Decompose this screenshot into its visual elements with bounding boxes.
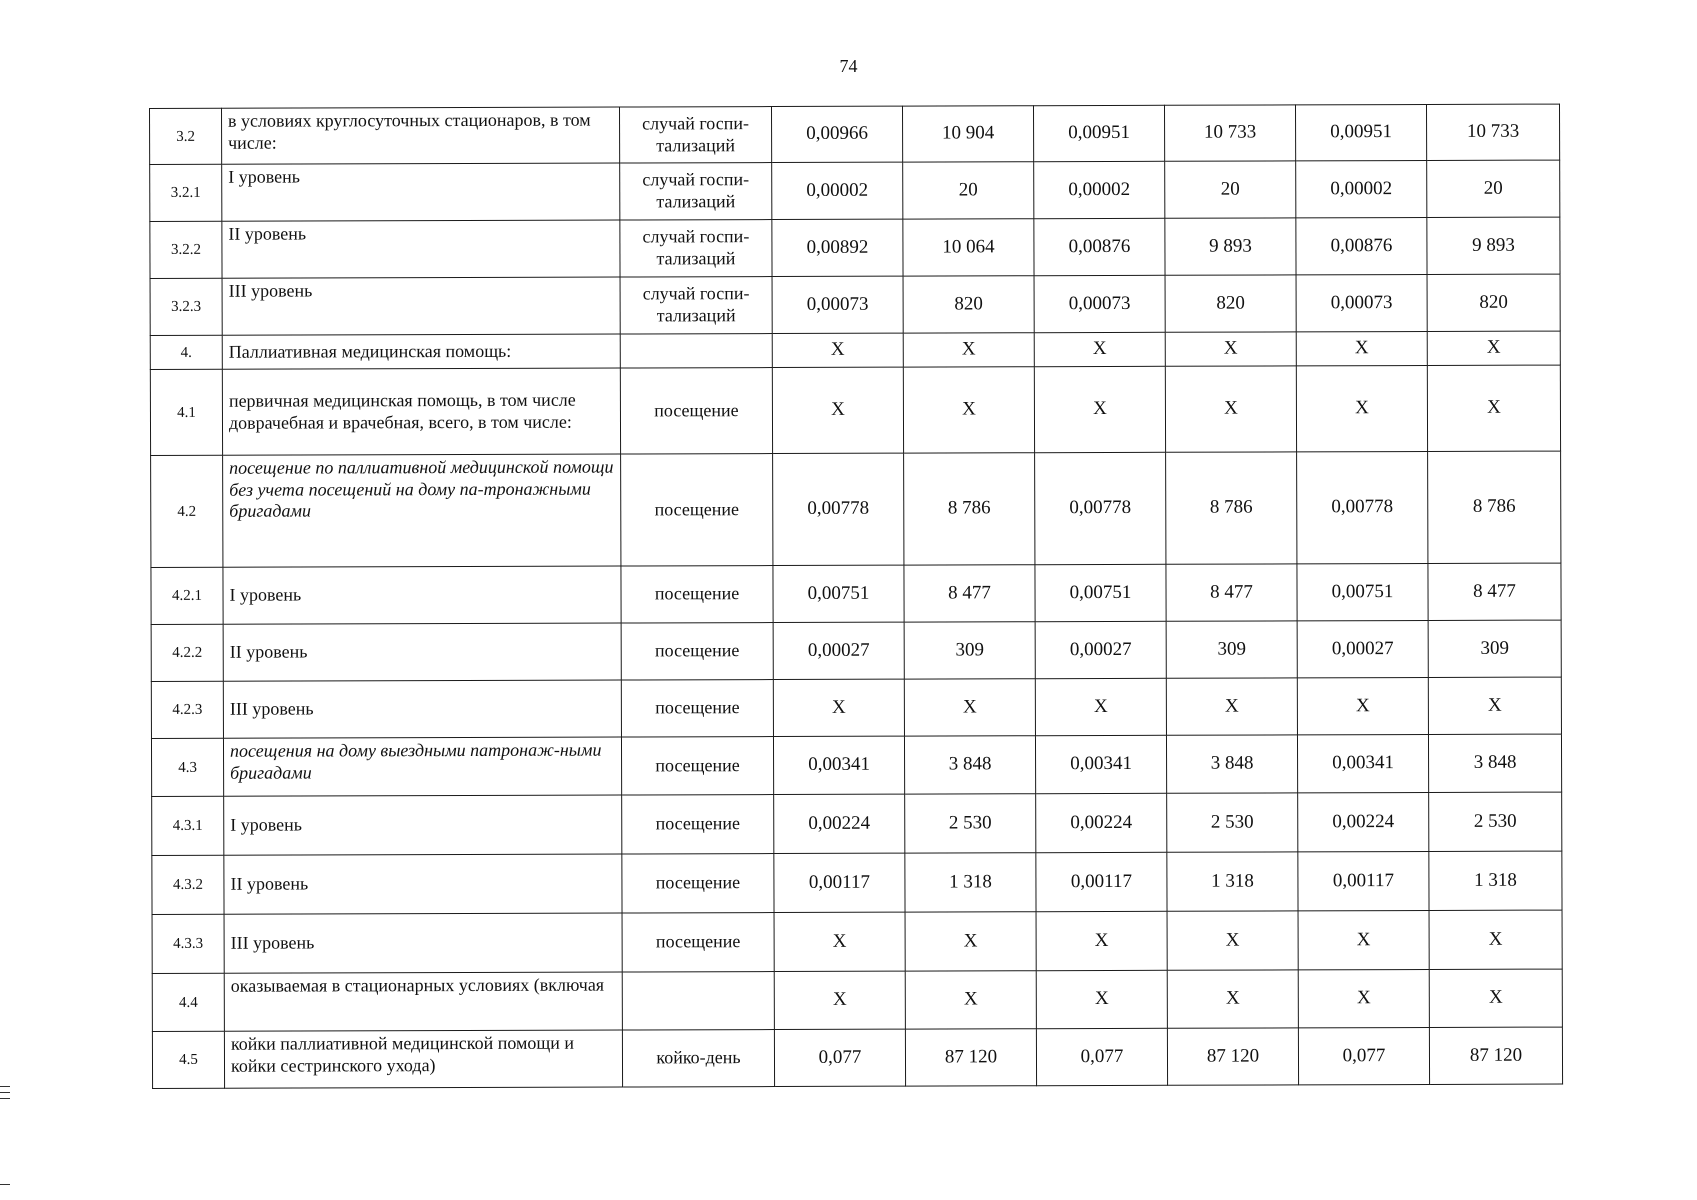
value-cell: 0,00002 (1296, 160, 1427, 217)
row-code: 4.4 (152, 973, 224, 1031)
row-name: I уровень (224, 795, 622, 855)
value-cell: 0,00073 (772, 276, 903, 333)
row-code: 4.3.1 (152, 796, 224, 855)
row-unit: посещение (621, 680, 773, 737)
row-name: посещение по паллиативной медицинской помощи без учета посещений на дому па-тронажными бригадами (223, 454, 621, 567)
row-unit: случай госпи-тализаций (619, 107, 771, 163)
value-cell: Х (1036, 911, 1167, 970)
value-cell: 820 (903, 276, 1034, 333)
value-cell: Х (1034, 366, 1165, 452)
value-cell: 0,00073 (1034, 275, 1165, 332)
data-table (149, 104, 1563, 1089)
value-cell: 8 477 (904, 565, 1035, 622)
value-cell: 0,00778 (1035, 452, 1166, 564)
value-cell: Х (1429, 910, 1562, 969)
row-code: 4.2 (151, 455, 223, 567)
value-cell: 8 477 (1166, 564, 1297, 621)
value-cell: 8 786 (1166, 452, 1297, 564)
row-unit: посещение (622, 795, 774, 854)
row-code: 4.3.3 (152, 914, 224, 973)
margin-mark (0, 1098, 10, 1099)
value-cell: 1 318 (905, 853, 1036, 912)
value-cell: 2 530 (905, 794, 1036, 853)
row-unit: койко-день (622, 1030, 774, 1087)
table-row (152, 792, 1562, 855)
value-cell: 0,00778 (1297, 451, 1428, 563)
row-name: III уровень (223, 680, 621, 738)
row-name: койки паллиативной медицинской помощи и койки сестринского ухода) (224, 1030, 622, 1088)
value-cell: Х (903, 333, 1034, 367)
table-row (150, 365, 1560, 455)
row-name: II уровень (223, 623, 621, 681)
value-cell: 0,00073 (1296, 274, 1427, 331)
row-unit (622, 972, 774, 1030)
value-cell: Х (904, 679, 1035, 736)
row-name: первичная медицинская помощь, в том числе доврачебная и врачебная, всего, в том числе: (222, 368, 620, 455)
value-cell: Х (1035, 678, 1166, 735)
value-cell: Х (1296, 365, 1427, 451)
value-cell: Х (1296, 331, 1427, 365)
row-unit: посещение (620, 368, 772, 454)
row-name: посещения на дому выездными патронаж-ными бригадами (223, 737, 621, 796)
margin-mark (0, 1184, 10, 1185)
row-name: оказываемая в стационарных условиях (включая (224, 972, 622, 1031)
row-unit: случай госпи-тализаций (620, 220, 772, 277)
value-cell: 0,00002 (1034, 161, 1165, 218)
value-cell: 0,00224 (774, 794, 905, 853)
row-code: 4.2.2 (151, 624, 223, 681)
value-cell: 2 530 (1167, 793, 1298, 852)
value-cell: Х (1165, 332, 1296, 366)
value-cell: 309 (1166, 621, 1297, 678)
value-cell: 20 (1427, 160, 1560, 217)
row-code: 3.2 (150, 108, 222, 164)
row-code: 4.2.1 (151, 567, 223, 624)
margin-mark (0, 1092, 10, 1093)
row-unit: посещение (621, 737, 773, 795)
row-code: 4.5 (152, 1031, 224, 1088)
table-row (151, 451, 1561, 567)
row-unit: посещение (622, 854, 774, 913)
row-unit: случай госпи-тализаций (620, 163, 772, 220)
row-name: III уровень (222, 277, 620, 335)
value-cell: 0,00778 (773, 453, 904, 565)
table-row (151, 620, 1561, 681)
table-row (150, 331, 1560, 369)
value-cell: 0,00341 (773, 736, 904, 794)
value-cell: 1 318 (1429, 851, 1562, 910)
value-cell: 0,00751 (773, 565, 904, 622)
value-cell: 9 893 (1427, 217, 1560, 274)
value-cell: 0,00117 (774, 853, 905, 912)
table-row (150, 160, 1560, 221)
value-cell: Х (903, 367, 1034, 453)
row-name: I уровень (222, 163, 620, 221)
row-name: III уровень (224, 913, 622, 973)
value-cell: Х (773, 679, 904, 736)
value-cell: 3 848 (904, 736, 1035, 794)
row-unit: посещение (621, 623, 773, 680)
row-code: 4.3.2 (152, 855, 224, 914)
value-cell: 0,00027 (1297, 620, 1428, 677)
value-cell: 0,077 (1298, 1027, 1429, 1084)
value-cell: 309 (1428, 620, 1561, 677)
value-cell: 820 (1427, 274, 1560, 331)
row-code: 4. (150, 335, 222, 369)
value-cell: Х (1428, 677, 1561, 734)
value-cell: 8 786 (1428, 451, 1561, 563)
value-cell: 20 (903, 162, 1034, 219)
table-row (150, 104, 1560, 164)
value-cell: 0,077 (774, 1029, 905, 1086)
value-cell: 0,077 (1036, 1028, 1167, 1085)
value-cell: 0,00341 (1297, 734, 1428, 792)
value-cell: 9 893 (1165, 218, 1296, 275)
value-cell: 0,00224 (1298, 792, 1429, 851)
value-cell: 0,00117 (1036, 852, 1167, 911)
table-row (152, 910, 1562, 973)
value-cell: 3 848 (1166, 735, 1297, 793)
page-number: 74 (839, 56, 858, 76)
value-cell: 0,00876 (1296, 217, 1427, 274)
row-code: 3.2.1 (150, 164, 222, 221)
value-cell: Х (1165, 366, 1296, 452)
value-cell: Х (1427, 365, 1560, 451)
row-unit: случай госпи-тализаций (620, 277, 772, 334)
row-name: II уровень (222, 220, 620, 278)
value-cell: Х (905, 912, 1036, 971)
table-row (151, 563, 1561, 624)
value-cell: 8 477 (1428, 563, 1561, 620)
value-cell: 0,00892 (772, 219, 903, 276)
row-name: в условиях круглосуточных стационаров, в том числе: (222, 107, 620, 164)
row-code: 3.2.2 (150, 221, 222, 278)
value-cell: 0,00027 (1035, 621, 1166, 678)
value-cell: Х (1167, 911, 1298, 970)
table-row (151, 677, 1561, 738)
value-cell: 0,00951 (1033, 105, 1164, 161)
value-cell: Х (1167, 970, 1298, 1028)
value-cell: 0,00951 (1295, 104, 1426, 160)
row-code: 4.1 (150, 369, 222, 455)
value-cell: Х (772, 333, 903, 367)
value-cell: Х (774, 971, 905, 1029)
value-cell: 8 786 (904, 453, 1035, 565)
value-cell: 0,00966 (771, 106, 902, 162)
value-cell: Х (1427, 331, 1560, 365)
row-unit: посещение (622, 913, 774, 972)
value-cell: 2 530 (1429, 792, 1562, 851)
value-cell: Х (1429, 969, 1562, 1027)
value-cell: 10 904 (902, 106, 1033, 162)
table-row (150, 217, 1560, 278)
value-cell: Х (1034, 332, 1165, 366)
value-cell: 87 120 (1429, 1027, 1562, 1084)
value-cell: 0,00876 (1034, 218, 1165, 275)
row-code: 4.3 (151, 738, 223, 796)
value-cell: Х (1298, 969, 1429, 1027)
row-name: II уровень (224, 854, 622, 914)
value-cell: 20 (1165, 161, 1296, 218)
table-row (152, 851, 1562, 914)
value-cell: 0,00751 (1035, 564, 1166, 621)
value-cell: 0,00751 (1297, 563, 1428, 620)
row-name: I уровень (223, 566, 621, 624)
row-code: 3.2.3 (150, 278, 222, 335)
value-cell: 10 733 (1164, 105, 1295, 161)
value-cell: Х (772, 367, 903, 453)
value-cell: 0,00027 (773, 622, 904, 679)
row-unit: посещение (621, 454, 773, 566)
row-unit (620, 334, 772, 368)
row-name: Паллиативная медицинская помощь: (222, 334, 620, 369)
table-row (150, 274, 1560, 335)
value-cell: 87 120 (1167, 1028, 1298, 1085)
row-code: 4.2.3 (151, 681, 223, 738)
value-cell: 87 120 (905, 1029, 1036, 1086)
table-row (152, 1027, 1562, 1088)
value-cell: 3 848 (1428, 734, 1561, 792)
value-cell: 820 (1165, 275, 1296, 332)
value-cell: Х (1166, 678, 1297, 735)
value-cell: Х (1036, 970, 1167, 1028)
value-cell: 309 (904, 622, 1035, 679)
row-unit: посещение (621, 566, 773, 623)
value-cell: Х (905, 971, 1036, 1029)
value-cell: Х (774, 912, 905, 971)
value-cell: 0,00341 (1035, 735, 1166, 793)
value-cell: Х (1298, 910, 1429, 969)
value-cell: 0,00002 (772, 162, 903, 219)
value-cell: 0,00117 (1298, 851, 1429, 910)
margin-mark (0, 1086, 10, 1087)
value-cell: 0,00224 (1036, 793, 1167, 852)
value-cell: 10 064 (903, 219, 1034, 276)
value-cell: 1 318 (1167, 852, 1298, 911)
value-cell: 10 733 (1426, 104, 1559, 160)
value-cell: Х (1297, 677, 1428, 734)
table-row (152, 969, 1562, 1031)
table-row (151, 734, 1561, 796)
